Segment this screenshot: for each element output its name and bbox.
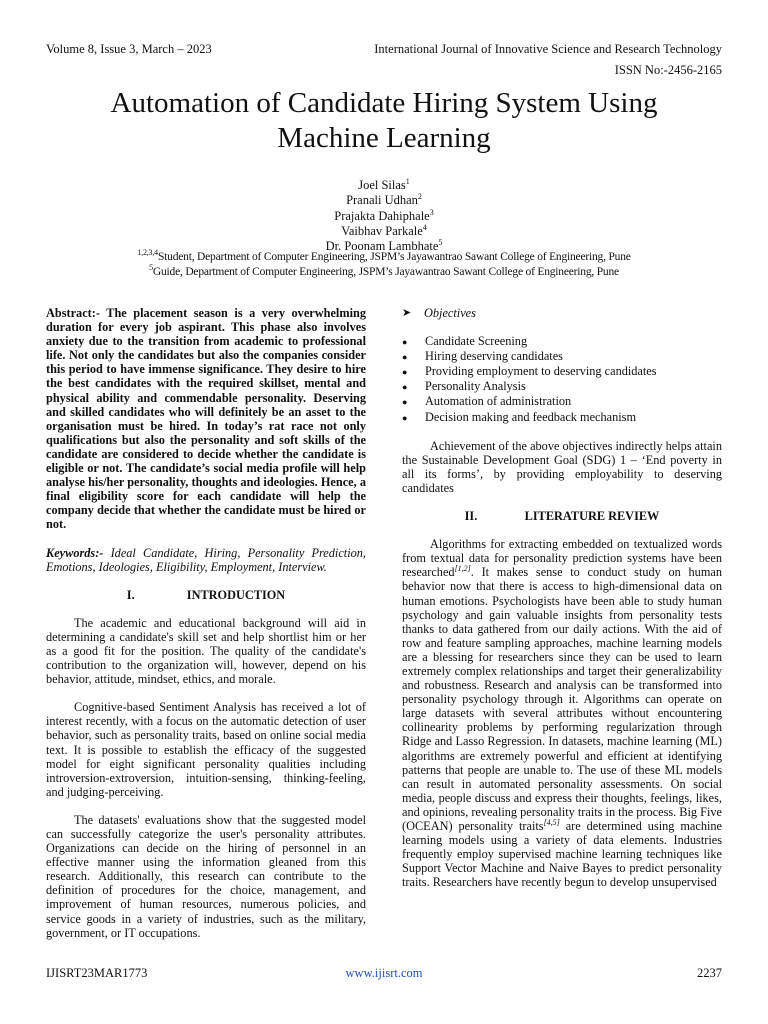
- intro-paragraph: The datasets' evaluations show that the suggested model can successfully categorize the user's personality attributes. Organizations can decide on the hiring of personnel in an effective manner using the information gleaned from this research. Additionally, this research can contribute to the definition of procedures for the choice, management, and improvement of human resources, numerous policies, and service goods in a variety of industries, such as the military, government, or IT occupations.: [46, 812, 366, 940]
- arrow-bullet-icon: ➤: [402, 307, 412, 319]
- right-column: [402, 306, 722, 889]
- author: Joel Silas$^1$: [358, 176, 410, 192]
- keywords: Keywords:- Ideal Candidate, Hiring, Personality Prediction, Emotions, Ideologies, Eligibility, Employment, Interview.: [46, 545, 366, 574]
- issn: ISSN No:-2456-2165: [614, 63, 722, 77]
- left-column: [46, 306, 366, 940]
- section-heading-literature-review: II. LITERATURE REVIEW: [464, 509, 660, 524]
- affiliation: $^5$Guide, Department of Computer Engineering, JSPM’s Jayawantrao Sawant College of Engineering, Pune: [149, 262, 619, 278]
- list-item: ● Decision making and feedback mechanism: [402, 409, 637, 424]
- list-item: ● Candidate Screening: [402, 334, 528, 349]
- author: Pranali Udhan$^2$: [346, 192, 422, 208]
- bullet-icon: ●: [402, 337, 408, 348]
- bullet-icon: ●: [402, 367, 408, 378]
- title-line-2: Machine Learning: [277, 122, 491, 154]
- affiliations: [0, 250, 768, 279]
- section-heading-introduction: I. INTRODUCTION: [126, 587, 286, 602]
- author: Prajakta Dahiphale$^3$: [334, 207, 434, 223]
- bullet-icon: ●: [402, 397, 408, 408]
- objectives-summary: Achievement of the above objectives indirectly helps attain the Sustainable Development Goal (SDG) 1 – ‘End poverty in all its forms’, by providing employability to deserving candidates: [402, 438, 722, 495]
- title-line-1: Automation of Candidate Hiring System Using: [110, 87, 658, 119]
- objectives-list: [402, 334, 722, 425]
- intro-paragraph: Cognitive-based Sentiment Analysis has received a lot of interest recently, with a focus on the automatic detection of user behavior, such as personality traits, based on online social media text. It is possible to establish the efficacy of the suggested model for eight significant personality qualities including introversion-extroversion, intuition-sensing, thinking-feeling, and judging-perceiving.: [46, 700, 366, 799]
- bullet-icon: ●: [402, 352, 408, 363]
- journal-url-link[interactable]: www.ijisrt.com: [345, 966, 423, 980]
- objectives-heading: ➤ Objectives: [402, 306, 476, 320]
- citation: [1,2]: [454, 564, 471, 574]
- list-item: ● Providing employment to deserving candidates: [402, 364, 657, 379]
- author-list: [0, 178, 768, 254]
- list-item: ● Hiring deserving candidates: [402, 349, 563, 364]
- bullet-icon: ●: [402, 382, 408, 393]
- affiliation: $^{1,2,3,4}$Student, Department of Computer Engineering, JSPM’s Jayawantrao Sawant College of Engineering, Pune: [137, 248, 631, 263]
- journal-name: International Journal of Innovative Science and Research Technology: [374, 42, 722, 56]
- citation: [4,5]: [543, 817, 560, 827]
- list-item: ● Personality Analysis: [402, 379, 526, 394]
- paper-id: IJISRT23MAR1773: [46, 966, 148, 980]
- literature-paragraph: Algorithms for extracting embedded on textualized words from textual data for personality prediction systems have been researched[1,2]. It makes sense to conduct study on human behavior now that there is access to high-dimensional data on human emotions. Psychologists have been able to study human psychology and gain valuable insights from personality tests thanks to data gathered from our daily actions. With the aid of row and feature sampling approaches, machine learning models are a blessing for researchers since they can be used to learn extremely complex relationships and target their generalizability and robustness. Research and analysis can be transformed into personality psychology through it. Algorithms can operate on large datasets with several attributes without encountering collinearity problems by performing regularization through Ridge and Lasso Regression. In datasets, machine learning (ML) algorithms are extremely powerful and efficient at identifying patterns that people are unable to. The use of these ML models can result in automated personality assessments. On social media, people discuss and express their thoughts, feelings, likes, and opinions, revealing personality traits in the process. Big Five (OCEAN) personality traits[4,5] are determined using machine learning models using a variety of data elements. Industries frequently employ supervised machine learning techniques like Support Vector Machine and Naive Bayes to predict personality traits. Researchers have recently begun to develop unsupervised: [402, 537, 723, 890]
- paper-title: [0, 86, 768, 156]
- volume-issue: Volume 8, Issue 3, March – 2023: [46, 42, 212, 56]
- page-number: 2237: [697, 966, 722, 980]
- author: Vaibhav Parkale$^4$: [341, 222, 427, 238]
- abstract: Abstract:- The placement season is a very overwhelming duration for every job aspirant. This phase also involves anxiety due to the transition from academic to professional life. Not only the candidates but also the companies consider this period to have immense significance. They desire to hire the best candidates with the required skillset, mental and physical ability and commendable personality. Deserving and skilled candidates who will definitely be an asset to the organisation must be hired. In today’s rat race not only qualifications but also the personality and soft skills of the candidate are considered to decide whether the candidate is eligible or not. The candidate’s social media profile will help analyse his/her personality, thoughts and ideologies. Hence, a final eligibility score for each candidate will help the company decide that whether the candidate must be hired or not.: [46, 306, 366, 532]
- list-item: ● Automation of administration: [402, 394, 572, 409]
- author: Dr. Poonam Lambhate$^5$: [325, 238, 443, 254]
- intro-paragraph: The academic and educational background will aid in determining a candidate's skill set and help shortlist him or her as a good fit for the position. The quality of the candidate's contribution to the organization will, however, depend on his behavior, attitude, mindset, ethics, and morale.: [46, 615, 366, 687]
- bullet-icon: ●: [402, 412, 408, 423]
